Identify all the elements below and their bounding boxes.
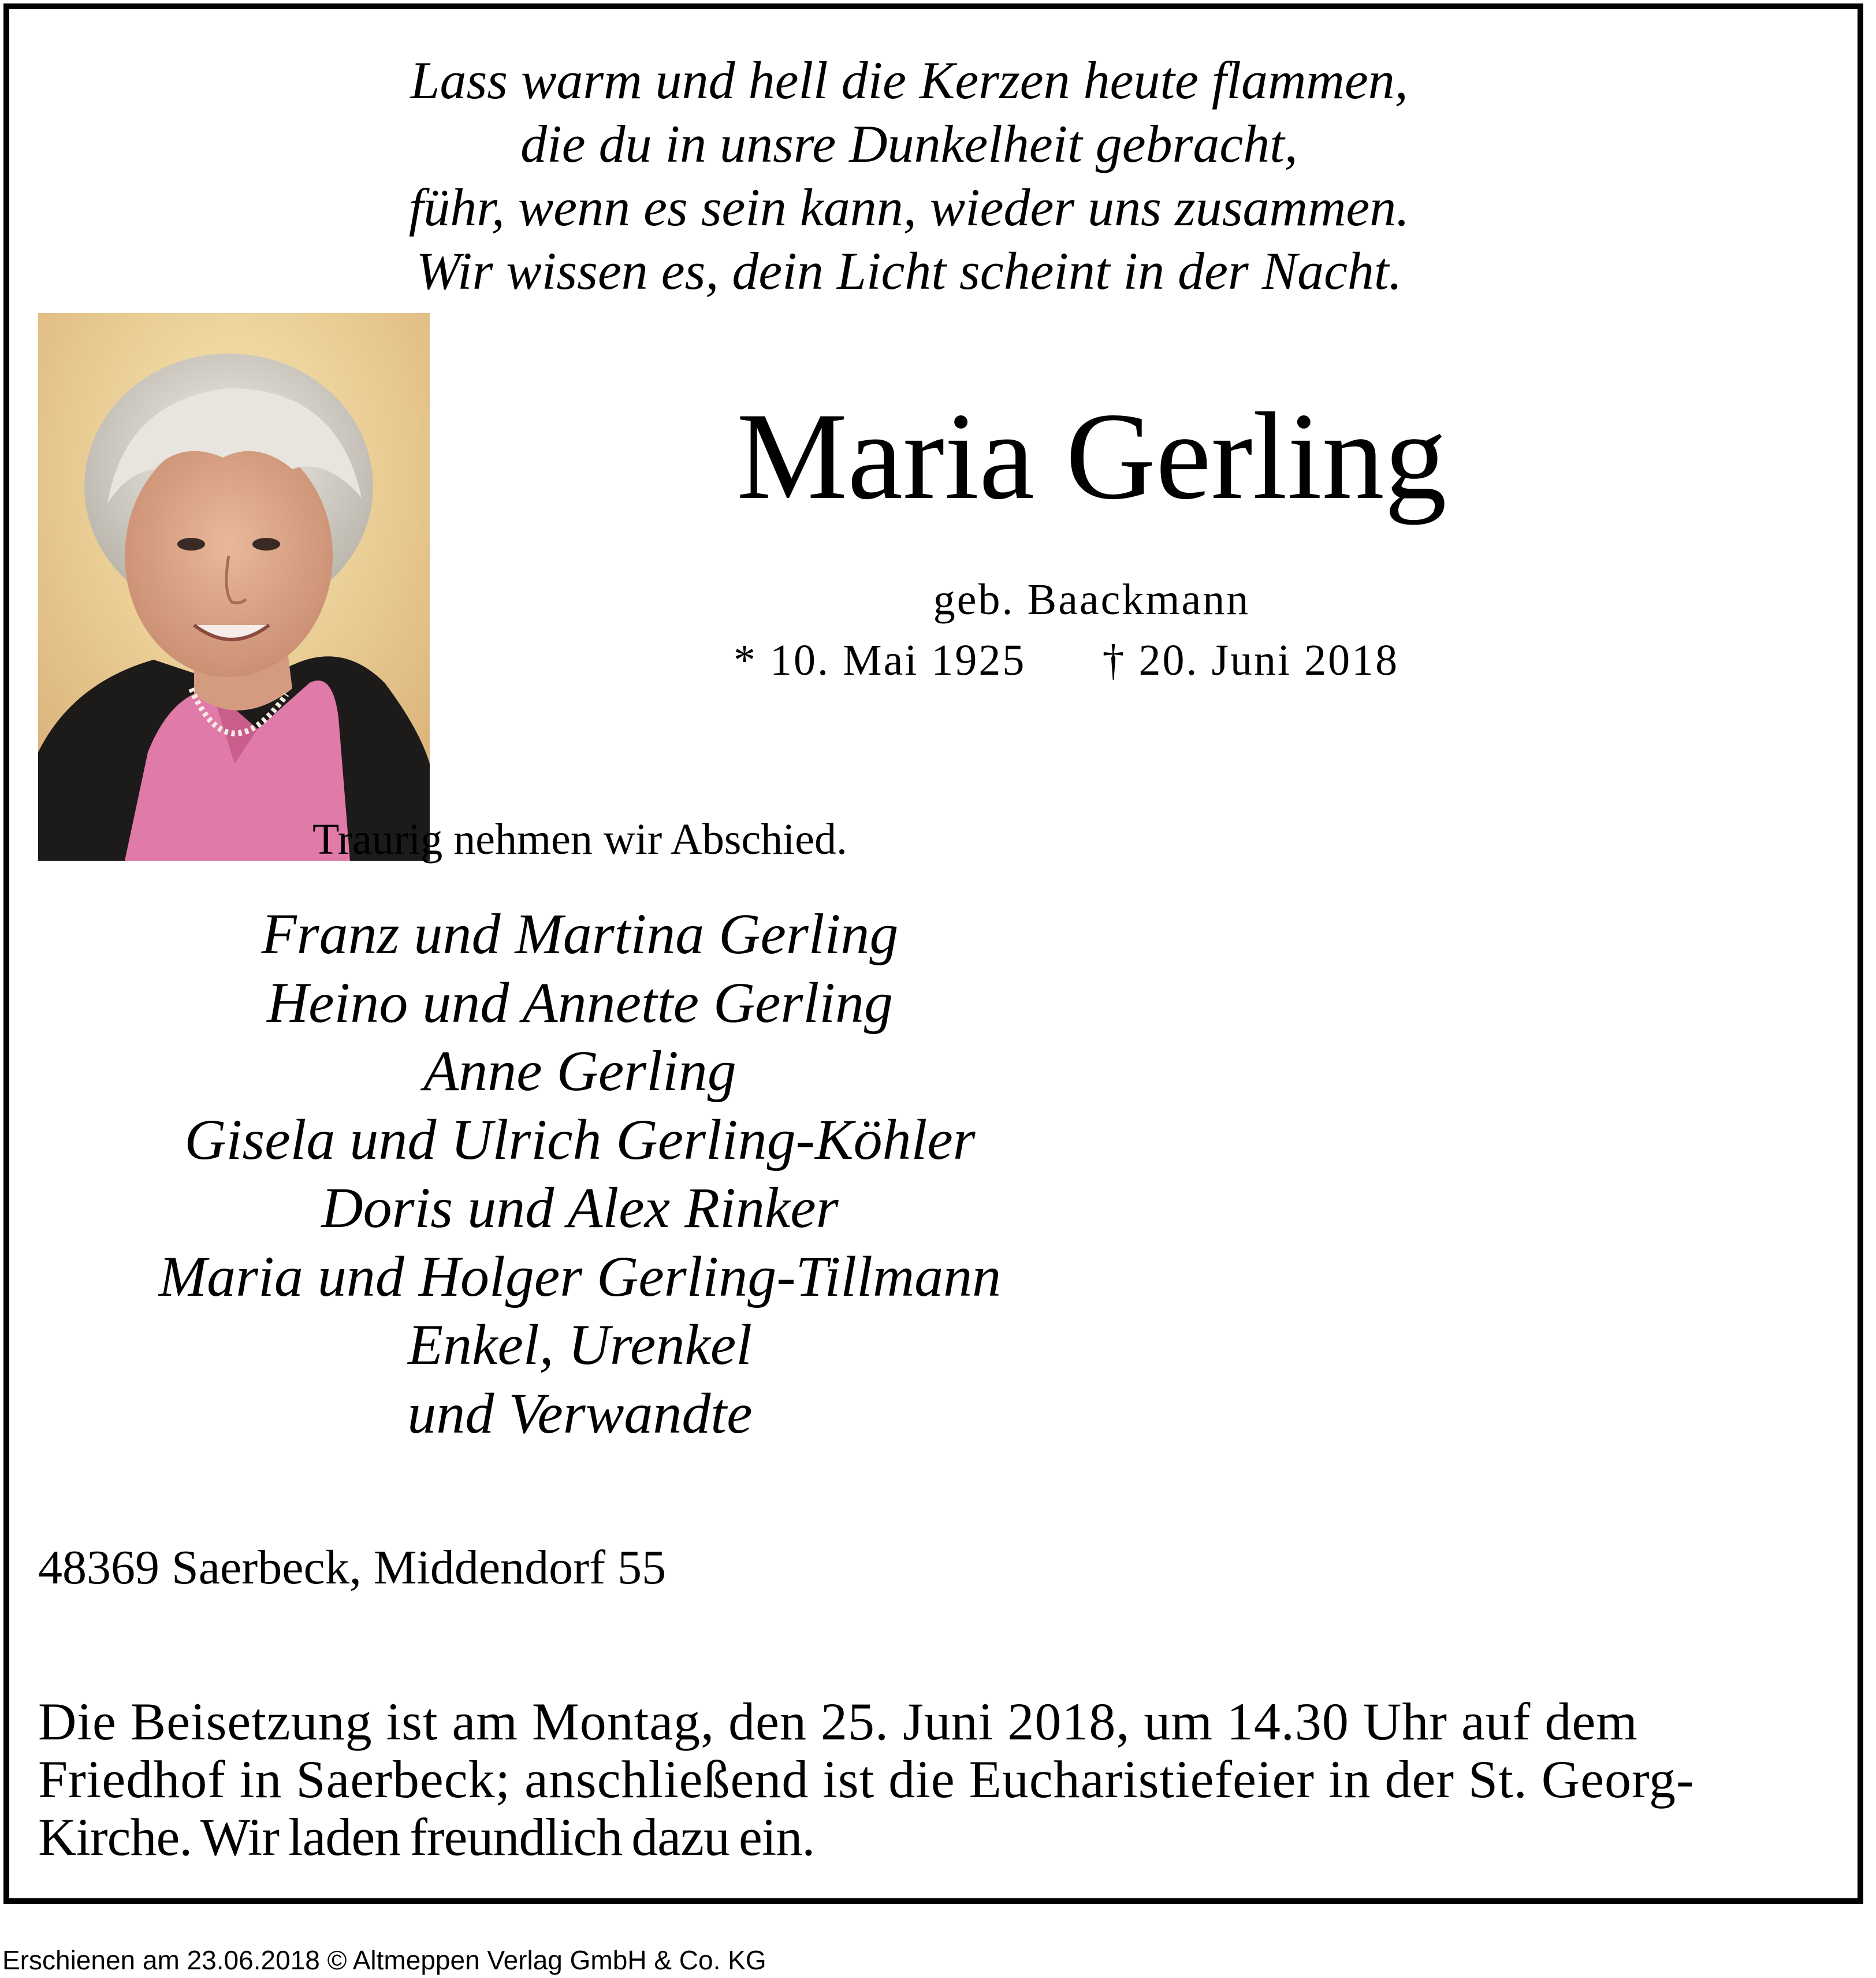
- mourner-entry: Anne Gerling: [423, 1039, 736, 1103]
- mourner-entry: Doris und Alex Rinker: [321, 1176, 839, 1240]
- mourner-entry: Franz und Martina Gerling: [261, 902, 899, 966]
- funeral-line: Friedhof in Saerbeck; anschließend ist die Eucharistiefeier in der St. Georg-: [38, 1750, 1695, 1809]
- publication-footer: Erschienen am 23.06.2018 © Altmeppen Verlag GmbH & Co. KG: [2, 1945, 766, 1975]
- deceased-name: Maria Gerling: [736, 387, 1447, 525]
- funeral-line: Kirche. Wir laden freundlich dazu ein.: [38, 1808, 815, 1867]
- poem-line: die du in unsre Dunkelheit gebracht,: [520, 114, 1298, 173]
- poem-line: führ, wenn es sein kann, wieder uns zusammen.: [408, 178, 1410, 237]
- poem-line: Lass warm und hell die Kerzen heute flammen,: [410, 51, 1408, 110]
- funeral-line: Die Beisetzung ist am Montag, den 25. Juni 2018, um 14.30 Uhr auf dem: [38, 1692, 1638, 1751]
- life-dates: [734, 635, 1450, 686]
- death-date: † 20. Juni 2018: [1102, 636, 1399, 685]
- family-address: 48369 Saerbeck, Middendorf 55: [38, 1541, 667, 1594]
- birth-date: * 10. Mai 1925: [734, 636, 1026, 685]
- portrait-photo: [38, 313, 430, 861]
- poem: [0, 49, 1847, 303]
- mourner-entry: Enkel, Urenkel: [408, 1313, 752, 1377]
- mourner-entry: Maria und Holger Gerling-Tillmann: [158, 1244, 1002, 1308]
- mourners-list: [0, 900, 1518, 1448]
- portrait-illustration: [38, 313, 430, 861]
- mourner-entry: Heino und Annette Gerling: [266, 970, 894, 1035]
- farewell-text: Traurig nehmen wir Abschied.: [312, 815, 847, 864]
- mourner-entry: und Verwandte: [407, 1381, 753, 1445]
- poem-line: Wir wissen es, dein Licht scheint in der Nacht.: [416, 241, 1402, 300]
- funeral-notice: [38, 1693, 1840, 1866]
- maiden-name: geb. Baackmann: [933, 575, 1250, 624]
- mourner-entry: Gisela und Ulrich Gerling-Köhler: [184, 1107, 976, 1172]
